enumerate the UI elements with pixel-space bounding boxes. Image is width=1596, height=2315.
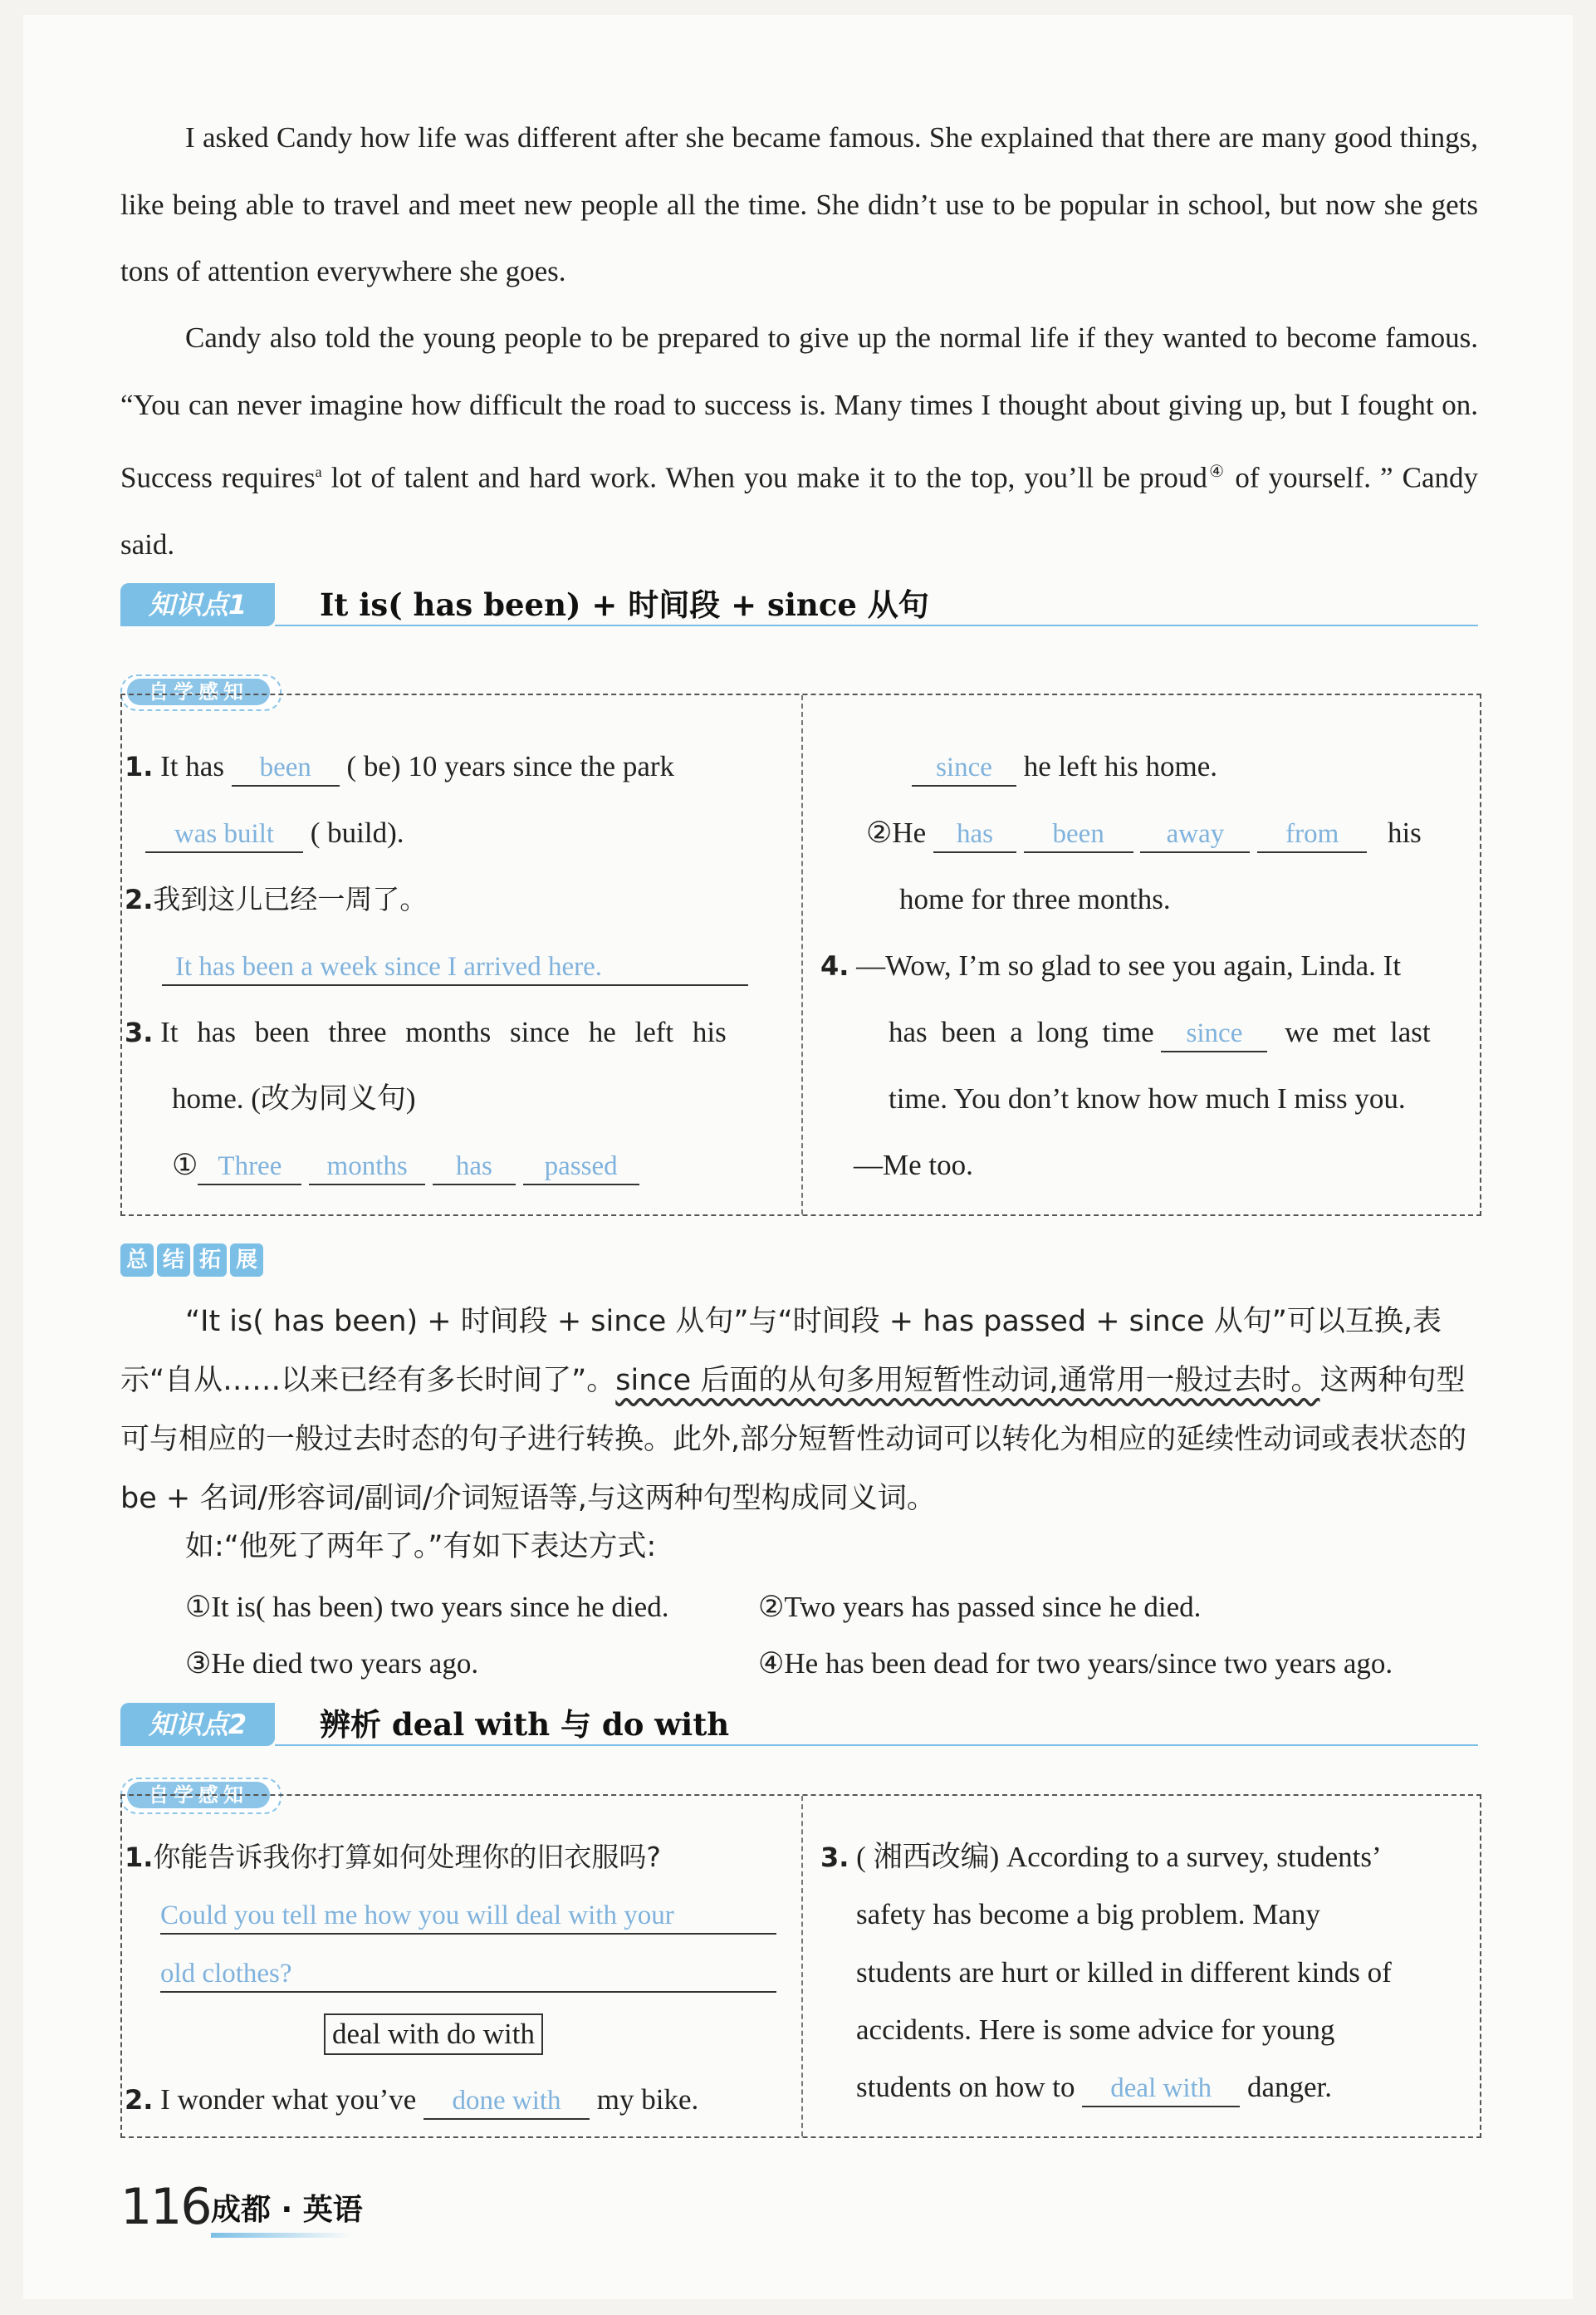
passage-paragraph-1: I asked Candy how life was different after she became famous. She explained that there are many good things, like being able to travel and meet new people all the time. She didn’t use to be popular in school, but now she gets tons of attention everywhere she goes.	[120, 121, 1478, 287]
example-3: ③He died two years ago.	[185, 1647, 479, 1680]
kp1-question-2-answer	[162, 945, 748, 987]
self-study-label-1: 自学感知	[120, 674, 282, 711]
column-divider	[801, 1796, 803, 2136]
kp1-question-3-line-2: home. (改为同义句)	[172, 1082, 416, 1115]
example-2: ②Two years has passed since he died.	[758, 1591, 1202, 1623]
knowledge-point-2-badge: 知识点2	[120, 1703, 275, 1746]
answer-blank[interactable]: since	[1161, 1016, 1267, 1052]
knowledge-point-2-header	[120, 1703, 1478, 1751]
kp2-question-1-answer-2	[160, 1952, 776, 1994]
kp1-question-3-continued-2: ②He has been away from his	[866, 812, 1422, 854]
kp2-question-3-line-4: accidents. Here is some advice for young	[856, 2013, 1335, 2046]
column-divider	[801, 695, 803, 1214]
answer-blank[interactable]: months	[309, 1149, 425, 1185]
kp2-question-3-line-1: 3. ( 湘西改编) According to a survey, students’	[820, 1841, 1382, 1873]
footer-rule	[211, 2233, 352, 2238]
answer-blank[interactable]: deal with	[1082, 2071, 1240, 2107]
example-4: ④He has been dead for two years/since two years ago.	[758, 1647, 1393, 1680]
answer-blank[interactable]: since	[912, 750, 1016, 787]
answer-blank[interactable]: from	[1257, 817, 1367, 853]
kp1-question-4-line-2: has been a long time since we met last	[889, 1012, 1431, 1053]
book-title: 成都 · 英语	[211, 2193, 363, 2227]
summary-label: 总 结 拓 展	[120, 1243, 267, 1280]
answer-blank[interactable]: was built	[145, 817, 303, 853]
kp1-question-2-prompt: 2.我到这儿已经一周了。	[125, 883, 428, 915]
kp2-question-3-line-2: safety has become a big problem. Many	[856, 1898, 1320, 1930]
kp1-question-3-line-3: ① Three months has passed	[172, 1145, 639, 1186]
kp1-question-1-line-2: was built ( build).	[145, 812, 404, 854]
knowledge-point-1-badge: 知识点1	[120, 583, 275, 626]
page-number: 116	[120, 2178, 211, 2236]
self-study-label-2: 自学感知	[120, 1778, 282, 1814]
kp1-question-3-line-1: 3. It has been three months since he left his	[125, 1016, 727, 1048]
answer-blank[interactable]: done with	[423, 2083, 590, 2120]
kp2-question-1-prompt: 1.你能告诉我你打算如何处理你的旧衣服吗?	[125, 1841, 661, 1873]
summary-text: “It is( has been) + 时间段 + since 从句”与“时间段 + has passed + since 从句”可以互换,表示“自从……以来已经有多长时间了”。since 后面的从句多用短暂性动词,通常用一般过去时。这两种句型可与相应的一般过去时态的句子进行转换。此外,部分短暂性动词可以转化为相应的延续性动词或表状态的 be + 名词/形容词/副词/介词短语等,与这两种句型构成同义词。	[120, 1305, 1467, 1515]
kp1-question-3-continued-1: since he left his home.	[912, 746, 1217, 787]
kp1-question-1-line-1: 1. It has been ( be) 10 years since the park	[125, 746, 674, 787]
answer-blank[interactable]: Three	[198, 1149, 301, 1185]
kp2-question-3-line-5: students on how to deal with danger.	[856, 2067, 1332, 2108]
answer-blank[interactable]: been	[232, 750, 340, 787]
answer-blank[interactable]: Could you tell me how you will deal with your	[160, 1898, 776, 1935]
passage-paragraph-2: Candy also told the young people to be prepared to give up the normal life if they wanted to become famous. “You can never imagine how difficult the road to success is. Many times I thought about giving up, but I fought on. Success requires$^a$ lot of talent and hard work. When you make it to the top, you’ll be proud④ of yourself. ” Candy said.	[120, 321, 1478, 562]
kp2-question-2: 2. I wonder what you’ve done with my bike.	[125, 2079, 698, 2121]
kp2-question-3-line-3: students are hurt or killed in different kinds of	[856, 1956, 1392, 1989]
kp2-question-1-answer-1	[160, 1894, 776, 1935]
key-rule: since 后面的从句多用短暂性动词,通常用一般过去时。	[615, 1364, 1320, 1397]
kp1-question-4-line-1: 4. —Wow, I’m so glad to see you again, Linda. It	[820, 949, 1402, 982]
answer-blank[interactable]: been	[1024, 817, 1133, 853]
answer-blank[interactable]: It has been a week since I arrived here.	[162, 949, 748, 986]
example-intro: 如:“他死了两年了。”有如下表达方式:	[185, 1530, 657, 1563]
knowledge-point-2-title: 辨析 deal with 与 do with	[320, 1706, 730, 1743]
section-rule	[275, 1744, 1478, 1746]
knowledge-point-1-header	[120, 583, 1478, 631]
section-rule	[275, 625, 1478, 626]
answer-blank[interactable]: passed	[523, 1149, 639, 1185]
answer-blank[interactable]: has	[933, 817, 1016, 853]
answer-blank[interactable]: away	[1140, 817, 1250, 853]
kp1-question-4-line-3: time. You don’t know how much I miss you.	[889, 1082, 1406, 1115]
answer-blank[interactable]: has	[433, 1149, 516, 1185]
answer-blank[interactable]: old clothes?	[160, 1956, 776, 1993]
kp1-question-3-continued-3: home for three months.	[899, 883, 1171, 915]
knowledge-point-1-title: It is( has been) + 时间段 + since 从句	[320, 586, 929, 623]
example-1: ①It is( has been) two years since he died.	[185, 1591, 669, 1623]
kp1-question-4-line-4: —Me too.	[854, 1149, 973, 1181]
word-options-box: deal with do with	[324, 2013, 543, 2055]
